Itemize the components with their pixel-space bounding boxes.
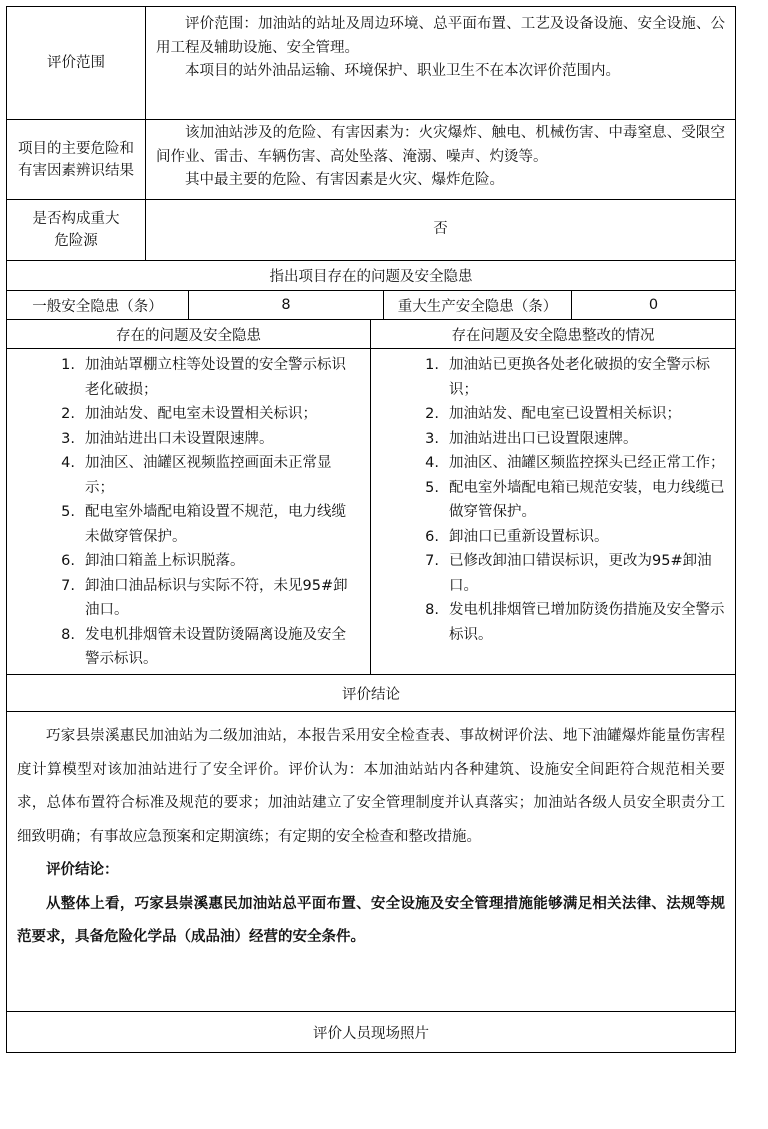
fixes-list-cell bbox=[371, 349, 735, 674]
list-item-number: 4. bbox=[61, 455, 75, 471]
list-item bbox=[371, 427, 725, 452]
hazards-paragraph-2: 其中最主要的危险、有害因素是火灾、爆炸危险。 bbox=[185, 172, 504, 188]
scope-row bbox=[6, 6, 736, 119]
hazards-row bbox=[6, 119, 736, 199]
major-hazard-label: 是否构成重大危险源 bbox=[7, 200, 146, 260]
list-item-text: 发电机排烟管已增加防烫伤措施及安全警示标识。 bbox=[449, 602, 725, 643]
list-item-text: 加油站发、配电室未设置相关标识； bbox=[85, 406, 317, 422]
general-hazard-label: 一般安全隐患（条） bbox=[7, 291, 189, 319]
list-item-number: 5. bbox=[425, 479, 439, 496]
hazards-label: 项目的主要危险和有害因素辨识结果 bbox=[7, 120, 146, 199]
list-item-text: 卸油口箱盖上标识脱落。 bbox=[85, 553, 245, 569]
problems-column-header: 存在的问题及安全隐患 bbox=[7, 320, 371, 348]
evaluation-table bbox=[6, 6, 736, 1053]
list-item bbox=[7, 623, 360, 672]
list-item-number: 8. bbox=[61, 626, 75, 643]
list-item bbox=[7, 574, 360, 623]
fixes-column-header: 存在问题及安全隐患整改的情况 bbox=[451, 327, 655, 344]
list-item bbox=[371, 476, 725, 525]
columns-header-row bbox=[6, 319, 736, 348]
list-item bbox=[7, 427, 360, 452]
list-item bbox=[371, 525, 725, 550]
general-hazard-count: 8 bbox=[189, 291, 384, 319]
problems-list bbox=[7, 349, 370, 676]
major-hazard-count-label: 重大生产安全隐患（条） bbox=[384, 291, 572, 319]
list-item-text: 加油站罩棚立柱等处设置的安全警示标识老化破损； bbox=[85, 357, 346, 398]
fixes-list bbox=[371, 349, 735, 651]
list-item bbox=[371, 451, 725, 476]
list-item-text: 加油区、油罐区频监控探头已经正常工作； bbox=[449, 455, 725, 471]
list-item-text: 加油站已更换各处老化破损的安全警示标识； bbox=[449, 357, 710, 398]
list-item-number: 7. bbox=[61, 577, 75, 594]
scope-paragraph-2: 本项目的站外油品运输、环境保护、职业卫生不在本次评价范围内。 bbox=[185, 63, 620, 79]
conclusion-content bbox=[7, 712, 735, 1011]
list-item bbox=[371, 402, 725, 427]
major-hazard-count: 0 bbox=[648, 297, 659, 313]
stats-row bbox=[6, 290, 736, 319]
list-item bbox=[7, 500, 360, 549]
hazards-content bbox=[146, 120, 735, 199]
conclusion-title: 评价结论 bbox=[342, 686, 400, 703]
conclusion-statement: 从整体上看，巧家县崇溪惠民加油站总平面布置、安全设施及安全管理措施能够满足相关法律、法规等规范要求，具备危险化学品（成品油）经营的安全条件。 bbox=[17, 895, 725, 945]
list-item-text: 已修改卸油口错误标识，更改为95#卸油口。 bbox=[449, 553, 712, 594]
list-item-number: 1. bbox=[425, 357, 439, 373]
major-hazard-row bbox=[6, 199, 736, 260]
list-item bbox=[371, 353, 725, 402]
issues-title-row bbox=[6, 260, 736, 290]
list-item-number: 3. bbox=[425, 430, 439, 447]
list-item-number: 5. bbox=[61, 504, 75, 520]
list-item-text: 加油区、油罐区视频监控画面未正常显示； bbox=[85, 455, 332, 496]
list-item-text: 卸油口油品标识与实际不符，未见95#卸油口。 bbox=[85, 577, 348, 618]
list-item-number: 4. bbox=[425, 455, 439, 471]
list-item-text: 卸油口已重新设置标识。 bbox=[449, 528, 609, 545]
list-item-number: 6. bbox=[425, 528, 439, 545]
photos-title-row bbox=[6, 1011, 736, 1053]
issues-title: 指出项目存在的问题及安全隐患 bbox=[269, 269, 473, 285]
scope-paragraph-1: 评价范围：加油站的站址及周边环境、总平面布置、工艺及设备设施、安全设施、公用工程及辅助设施、安全管理。 bbox=[156, 16, 725, 56]
list-item-text: 配电室外墙配电箱已规范安装，电力线缆已做穿管保护。 bbox=[449, 479, 725, 520]
list-item-number: 2. bbox=[425, 406, 439, 422]
list-item bbox=[371, 549, 725, 598]
conclusion-row bbox=[6, 711, 736, 1011]
list-item bbox=[7, 402, 360, 427]
conclusion-title-row bbox=[6, 674, 736, 711]
hazards-paragraph-1: 该加油站涉及的危险、有害因素为：火灾爆炸、触电、机械伤害、中毒窒息、受限空间作业、雷击、车辆伤害、高处坠落、淹溺、噪声、灼烫等。 bbox=[156, 125, 725, 165]
list-item-number: 3. bbox=[61, 430, 75, 447]
list-item-text: 加油站进出口未设置限速牌。 bbox=[85, 430, 274, 447]
conclusion-body: 巧家县崇溪惠民加油站为二级加油站，本报告采用安全检查表、事故树评价法、地下油罐爆炸能量伤害程度计算模型对该加油站进行了安全评价。评价认为：本加油站站内各种建筑、设施安全间距符合规范相关要求，总体布置符合标准及规范的要求；加油站建立了安全管理制度并认真落实；加油站各级人员安全职责分工细致明确；有事故应急预案和定期演练；有定期的安全检查和整改措施。 bbox=[17, 728, 725, 845]
conclusion-heading: 评价结论： bbox=[46, 862, 119, 878]
list-item-number: 1. bbox=[61, 357, 75, 373]
list-item bbox=[7, 353, 360, 402]
list-item bbox=[371, 598, 725, 647]
list-item-text: 加油站进出口已设置限速牌。 bbox=[449, 430, 638, 447]
list-item-number: 6. bbox=[61, 553, 75, 569]
list-item bbox=[7, 549, 360, 574]
major-hazard-value: 否 bbox=[433, 221, 448, 238]
list-item-text: 发电机排烟管未设置防烫隔离设施及安全警示标识。 bbox=[85, 626, 346, 667]
list-item-number: 8. bbox=[425, 602, 439, 618]
list-item bbox=[7, 451, 360, 500]
list-item-text: 配电室外墙配电箱设置不规范，电力线缆未做穿管保护。 bbox=[85, 504, 346, 545]
scope-content bbox=[146, 7, 735, 119]
scope-label: 评价范围 bbox=[7, 7, 146, 119]
list-item-text: 加油站发、配电室已设置相关标识； bbox=[449, 406, 681, 422]
list-item-number: 7. bbox=[425, 553, 439, 569]
list-item-number: 2. bbox=[61, 406, 75, 422]
problems-list-cell bbox=[7, 349, 371, 674]
lists-row bbox=[6, 348, 736, 674]
photos-title: 评价人员现场照片 bbox=[313, 1025, 429, 1042]
